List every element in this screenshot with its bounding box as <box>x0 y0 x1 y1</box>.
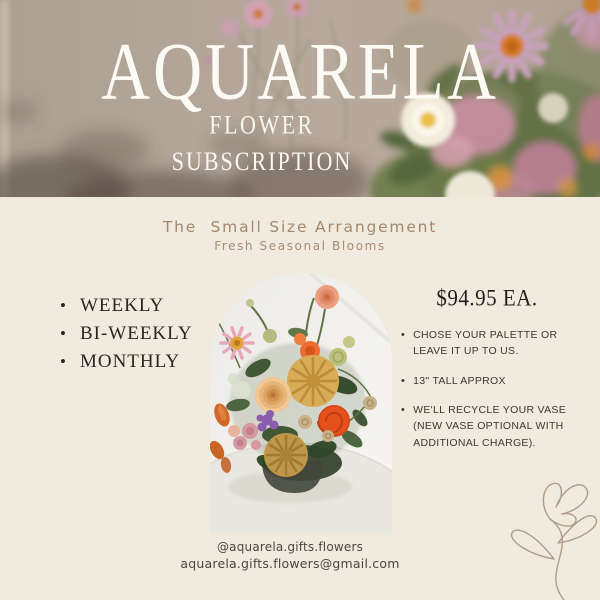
frequency-item-monthly <box>60 348 193 376</box>
frequency-item-biweekly <box>60 320 193 348</box>
email-address: aquarela.gifts.flowers@gmail.com <box>180 556 400 571</box>
bullet-dot: • <box>60 296 67 315</box>
arrangement-photo <box>210 273 392 533</box>
brand-title: AQUARELA <box>101 25 499 117</box>
hero-subtitle-flower: FLOWER <box>209 109 315 140</box>
detail-text: WE'LL RECYCLE YOUR VASE (NEW VASE OPTIONAL WITH ADDITIONAL CHARGE). <box>413 404 566 449</box>
price: $94.95 EA. <box>436 284 538 311</box>
bullet-dot: • <box>60 324 67 343</box>
frequency-list <box>60 292 193 376</box>
frequency-item-weekly <box>60 292 193 320</box>
detail-item-vase <box>401 402 577 451</box>
hero-banner <box>0 0 600 197</box>
detail-item-height <box>401 373 577 390</box>
frequency-label: MONTHLY <box>79 351 181 372</box>
bullet-dot: • <box>401 329 406 341</box>
bullet-dot: • <box>401 404 406 417</box>
hero-subtitle-subscription: SUBSCRIPTION <box>171 146 353 176</box>
details-list <box>401 327 577 464</box>
detail-text: CHOSE YOUR PALETTE OR LEAVE IT UP TO US. <box>413 329 558 358</box>
detail-item-palette <box>401 327 577 360</box>
section-heading: The Small Size Arrangement <box>162 218 438 236</box>
bouquet-photo-art <box>210 273 392 533</box>
detail-text: 13" TALL APPROX <box>413 374 506 387</box>
frequency-label: WEEKLY <box>79 295 165 316</box>
frequency-label: BI-WEEKLY <box>79 323 193 344</box>
line-art-flower-icon <box>492 463 600 600</box>
section-subheading: Fresh Seasonal Blooms <box>214 239 386 253</box>
instagram-handle: @aquarela.gifts.flowers <box>216 540 364 554</box>
bullet-dot: • <box>60 352 67 371</box>
bullet-dot: • <box>401 374 406 387</box>
